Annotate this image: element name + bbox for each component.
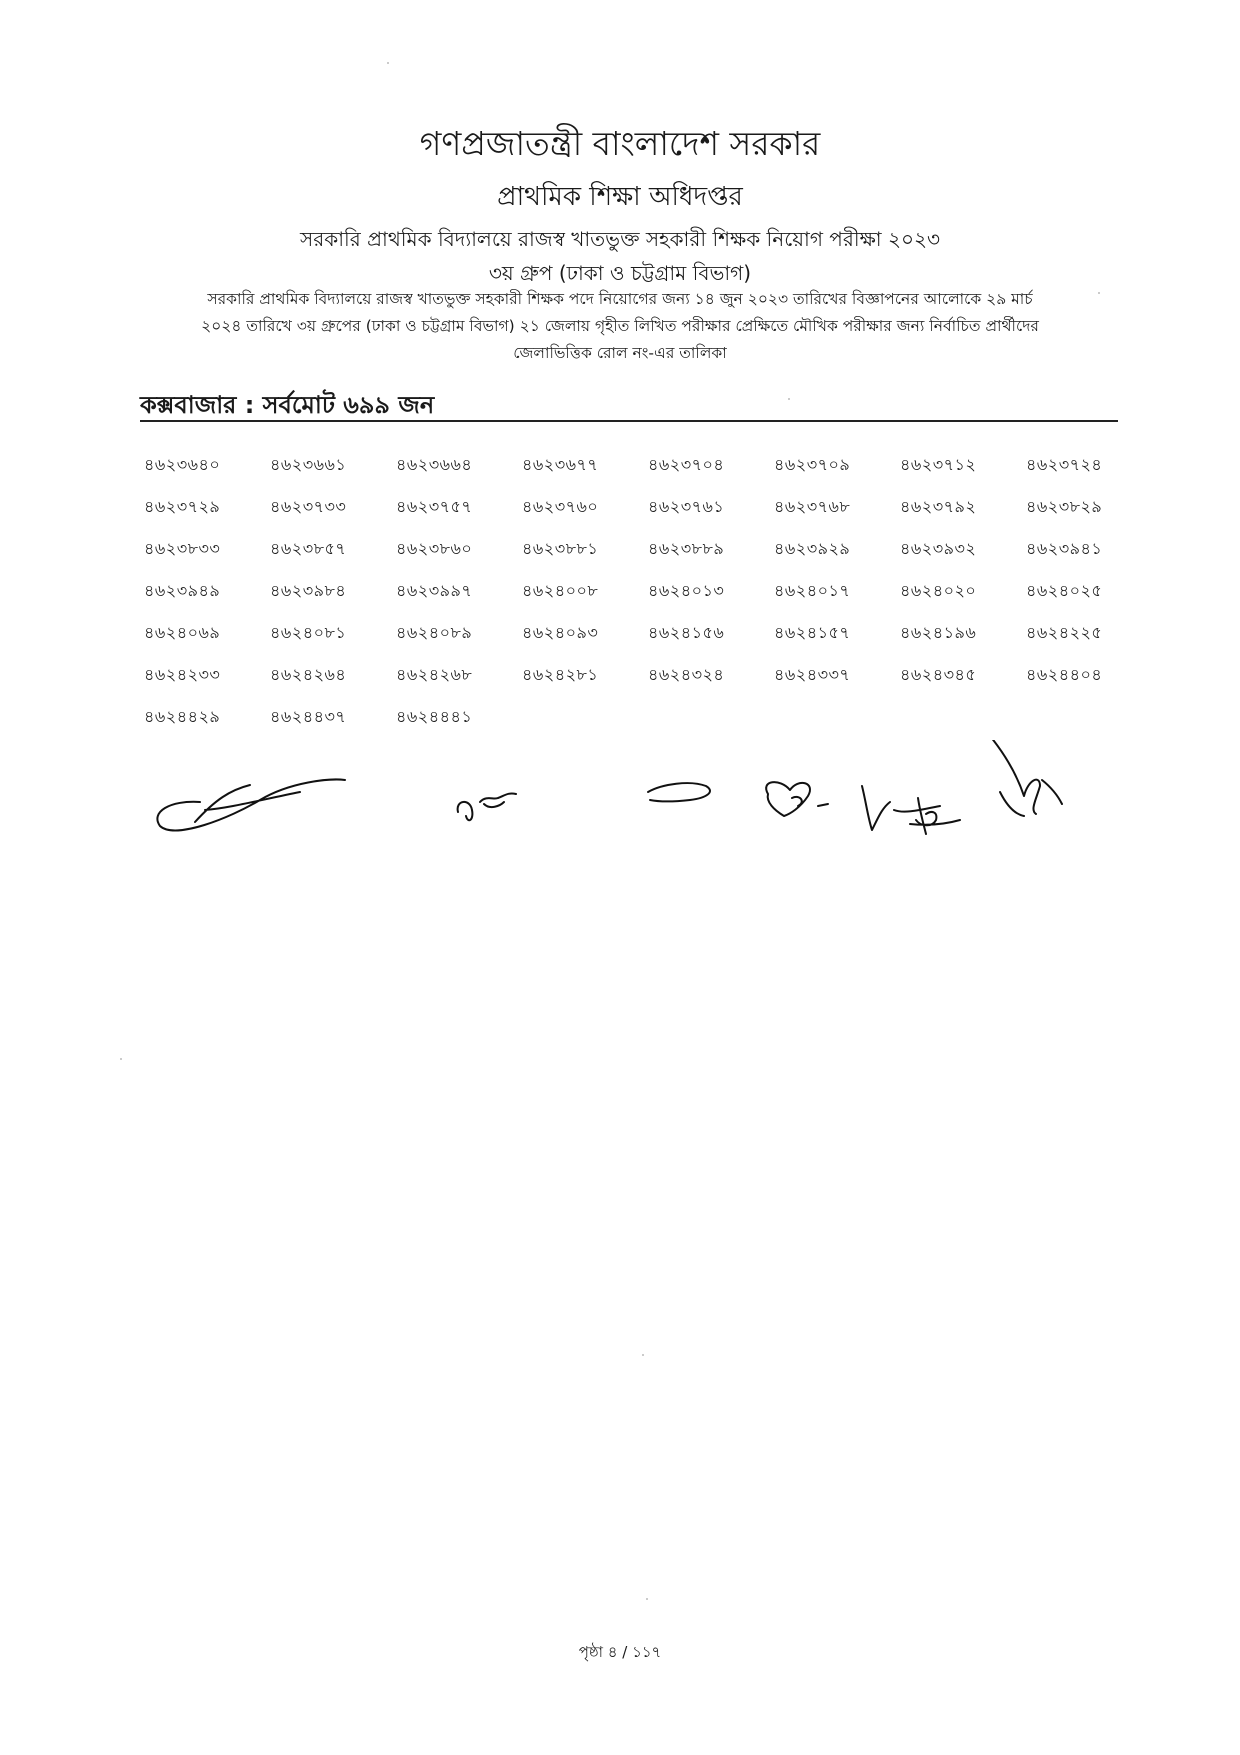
heading-divider: [140, 420, 1118, 422]
roll-number: ৪৬২৪৩৪৫: [900, 665, 977, 684]
scan-speck: [387, 62, 389, 64]
roll-number: ৪৬২৪২৬৮: [396, 665, 473, 684]
group-title: ৩য় গ্রুপ (ঢাকা ও চট্টগ্রাম বিভাগ): [488, 261, 752, 285]
signature-1: [157, 780, 345, 831]
roll-number: ৪৬২৩৭৬০: [522, 497, 599, 516]
signature-3: [648, 783, 710, 801]
roll-number: ৪৬২৩৯৪৯: [144, 581, 221, 600]
roll-number: ৪৬২৪২২৫: [1026, 623, 1103, 642]
roll-number: ৪৬২৪০০৮: [522, 581, 599, 600]
signature-4: [766, 782, 828, 816]
roll-number: ৪৬২৪৪৪১: [396, 707, 473, 726]
roll-number: ৪৬২৪২৩৩: [144, 665, 221, 684]
roll-number: ৪৬২৩৬৬৪: [396, 455, 473, 474]
roll-number: ৪৬২৪০৬৯: [144, 623, 221, 642]
description-line-3: জেলাভিত্তিক রোল নং-এর তালিকা: [513, 344, 727, 362]
scan-speck: [1098, 292, 1100, 294]
roll-number: ৪৬২৪১৫৭: [774, 623, 851, 642]
roll-number: ৪৬২৪৩২৪: [648, 665, 725, 684]
roll-number: ৪৬২৪০২৫: [1026, 581, 1103, 600]
roll-number: ৪৬২৩৬৬১: [270, 455, 347, 474]
roll-number: ৪৬২৪৪০৪: [1026, 665, 1103, 684]
roll-number: ৪৬২৪২৬৪: [270, 665, 347, 684]
roll-number: ৪৬২৪০৮৯: [396, 623, 473, 642]
description-line-1: সরকারি প্রাথমিক বিদ্যালয়ে রাজস্ব খাতভুক্ত সহকারী শিক্ষক পদে নিয়োগের জন্য ১৪ জুন ২০২৩ তারিখের বিজ্ঞাপনের আলোকে ২৯ মার্চ: [207, 290, 1033, 308]
signature-2: [458, 793, 516, 820]
scan-speck: [788, 398, 790, 400]
roll-number: ৪৬২৩৭৬১: [648, 497, 725, 516]
exam-title: সরকারি প্রাথমিক বিদ্যালয়ে রাজস্ব খাতভুক্ত সহকারী শিক্ষক নিয়োগ পরীক্ষা ২০২৩: [300, 227, 940, 251]
roll-number: ৪৬২৪০২০: [900, 581, 977, 600]
roll-number: ৪৬২৪১৫৬: [648, 623, 725, 642]
roll-number: ৪৬২৩৯৩২: [900, 539, 977, 558]
roll-number-grid: [144, 452, 1144, 746]
roll-number: ৪৬২৩৮৩৩: [144, 539, 221, 558]
roll-number: ৪৬২৩৮৬০: [396, 539, 473, 558]
roll-number: ৪৬২৩৯৮৪: [270, 581, 347, 600]
roll-number: ৪৬২৩৭২৪: [1026, 455, 1103, 474]
roll-number: ৪৬২৩৭৬৮: [774, 497, 851, 516]
description-line-2: ২০২৪ তারিখে ৩য় গ্রুপের (ঢাকা ও চট্টগ্রাম বিভাগ) ২১ জেলায় গৃহীত লিখিত পরীক্ষার প্রেক্ষিতে মৌখিক পরীক্ষার জন্য নির্বাচিত প্রার্থীদের: [201, 317, 1039, 335]
roll-number: ৪৬২৩৭০৯: [774, 455, 851, 474]
roll-number: ৪৬২৪০১৭: [774, 581, 851, 600]
roll-number: ৪৬২৪০৯৩: [522, 623, 599, 642]
district-heading: কক্সবাজার : সর্বমোট ৬৯৯ জন: [140, 391, 435, 419]
roll-number: ৪৬২৩৭৫৭: [396, 497, 473, 516]
roll-number: ৪৬২৩৮২৯: [1026, 497, 1103, 516]
scan-speck: [642, 1354, 644, 1356]
roll-number: ৪৬২৩৬৪০: [144, 455, 221, 474]
roll-number: ৪৬২৪২৮১: [522, 665, 599, 684]
roll-number: ৪৬২৩৮৮১: [522, 539, 599, 558]
roll-number: ৪৬২৩৭২৯: [144, 497, 221, 516]
roll-number: ৪৬২৩৮৮৯: [648, 539, 725, 558]
roll-number: ৪৬২৩৭১২: [900, 455, 977, 474]
roll-number: ৪৬২৪৪৩৭: [270, 707, 347, 726]
roll-number: ৪৬২৩৬৭৭: [522, 455, 599, 474]
roll-number: ৪৬২৩৭০৪: [648, 455, 725, 474]
roll-number: ৪৬২৩৯৪১: [1026, 539, 1103, 558]
signature-row: [0, 740, 1240, 860]
roll-number: ৪৬২৪৩৩৭: [774, 665, 851, 684]
roll-number: ৪৬২৩৭৩৩: [270, 497, 347, 516]
roll-number: ৪৬২৩৯৯৭: [396, 581, 473, 600]
roll-number: ৪৬২৩৭৯২: [900, 497, 977, 516]
scan-speck: [646, 1598, 648, 1600]
scan-speck: [120, 1058, 122, 1060]
government-title: গণপ্রজাতন্ত্রী বাংলাদেশ সরকার: [419, 124, 821, 163]
roll-number: ৪৬২৩৮৫৭: [270, 539, 347, 558]
signature-6: [960, 740, 1062, 816]
roll-number: ৪৬২৪১৯৬: [900, 623, 977, 642]
roll-number: ৪৬২৪০১৩: [648, 581, 725, 600]
roll-number: ৪৬২৪৪২৯: [144, 707, 221, 726]
roll-number: ৪৬২৪০৮১: [270, 623, 347, 642]
page-number: পৃষ্ঠা ৪ / ১১৭: [578, 1643, 662, 1661]
directorate-title: প্রাথমিক শিক্ষা অধিদপ্তর: [497, 182, 743, 212]
signature-5: [862, 786, 960, 834]
roll-number: ৪৬২৩৯২৯: [774, 539, 851, 558]
